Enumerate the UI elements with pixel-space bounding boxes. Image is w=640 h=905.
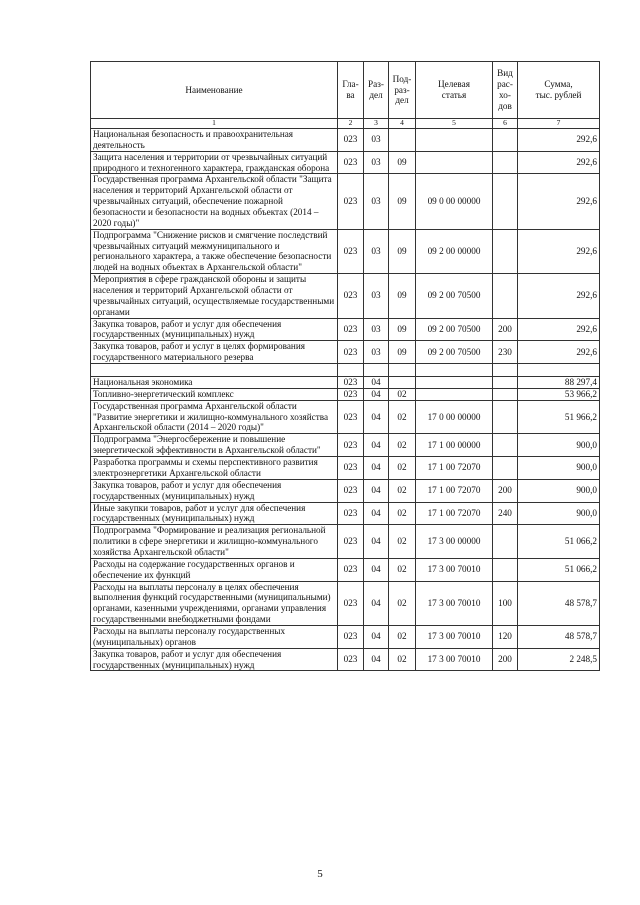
name-cell: Подпрограмма "Энергосбережение и повышение энергетической эффективности в Архангельской области" — [91, 434, 338, 457]
glava-cell: 023 — [338, 457, 364, 480]
summa-cell: 48 578,7 — [518, 625, 600, 648]
razdel-cell: 04 — [364, 502, 389, 525]
vid-raskhodov-cell: 100 — [493, 581, 518, 625]
summa-cell: 292,6 — [518, 174, 600, 229]
vid-raskhodov-cell — [493, 388, 518, 400]
podrazdel-cell: 09 — [389, 174, 416, 229]
vid-raskhodov-cell — [493, 434, 518, 457]
vid-raskhodov-cell: 200 — [493, 318, 518, 341]
tselevaya-statya-cell — [416, 129, 493, 152]
tselevaya-statya-cell: 17 3 00 00000 — [416, 525, 493, 559]
podrazdel-cell: 09 — [389, 151, 416, 174]
tselevaya-statya-cell: 17 3 00 70010 — [416, 581, 493, 625]
tselevaya-statya-cell — [416, 377, 493, 389]
glava-cell: 023 — [338, 625, 364, 648]
tselevaya-statya-cell: 17 1 00 00000 — [416, 434, 493, 457]
header-podrazdel: Под- раз- дел — [389, 62, 416, 119]
podrazdel-cell: 09 — [389, 229, 416, 273]
summa-cell: 292,6 — [518, 341, 600, 364]
header-glava: Гла- ва — [338, 62, 364, 119]
glava-cell: 023 — [338, 274, 364, 318]
podrazdel-cell: 02 — [389, 525, 416, 559]
vid-raskhodov-cell — [493, 525, 518, 559]
header-summa: Сумма, тыс. рублей — [518, 62, 600, 119]
tselevaya-statya-cell: 17 1 00 72070 — [416, 502, 493, 525]
table-row — [91, 129, 600, 152]
tselevaya-statya-cell: 17 0 00 00000 — [416, 400, 493, 434]
table-row — [91, 377, 600, 389]
razdel-cell — [364, 364, 389, 377]
table-row — [91, 174, 600, 229]
name-cell: Топливно-энергетический комплекс — [91, 388, 338, 400]
table-row — [91, 581, 600, 625]
podrazdel-cell: 09 — [389, 341, 416, 364]
razdel-cell: 03 — [364, 129, 389, 152]
summa-cell — [518, 364, 600, 377]
glava-cell: 023 — [338, 151, 364, 174]
name-cell: Закупка товаров, работ и услуг для обеспечения государственных (муниципальных) нужд — [91, 318, 338, 341]
razdel-cell: 03 — [364, 229, 389, 273]
glava-cell: 023 — [338, 479, 364, 502]
podrazdel-cell — [389, 377, 416, 389]
summa-cell: 51 066,2 — [518, 525, 600, 559]
glava-cell: 023 — [338, 377, 364, 389]
table-row — [91, 525, 600, 559]
header-vid-raskhodov: Вид рас- хо- дов — [493, 62, 518, 119]
summa-cell: 51 966,2 — [518, 400, 600, 434]
budget-table — [90, 61, 600, 671]
podrazdel-cell: 02 — [389, 558, 416, 581]
name-cell: Национальная экономика — [91, 377, 338, 389]
glava-cell: 023 — [338, 525, 364, 559]
razdel-cell: 04 — [364, 581, 389, 625]
tselevaya-statya-cell: 09 2 00 70500 — [416, 274, 493, 318]
razdel-cell: 04 — [364, 648, 389, 671]
razdel-cell: 04 — [364, 434, 389, 457]
page-number: 5 — [317, 868, 323, 880]
glava-cell: 023 — [338, 434, 364, 457]
summa-cell: 900,0 — [518, 434, 600, 457]
podrazdel-cell: 02 — [389, 625, 416, 648]
table-row — [91, 274, 600, 318]
summa-cell: 900,0 — [518, 479, 600, 502]
table-row — [91, 479, 600, 502]
name-cell: Разработка программы и схемы перспективного развития электроэнергетики Архангельской области — [91, 457, 338, 480]
vid-raskhodov-cell — [493, 400, 518, 434]
name-cell: Расходы на выплаты персоналу государственных (муниципальных) органов — [91, 625, 338, 648]
name-cell: Национальная безопасность и правоохранительная деятельность — [91, 129, 338, 152]
vid-raskhodov-cell — [493, 558, 518, 581]
razdel-cell: 03 — [364, 274, 389, 318]
tselevaya-statya-cell — [416, 388, 493, 400]
name-cell: Государственная программа Архангельской области "Защита населения и территорий Архангельской области от чрезвычайных ситуаций, обеспечение пожарной безопасности и безопасности на водных объектах (2014 – 2020 годы)" — [91, 174, 338, 229]
table-row — [91, 341, 600, 364]
summa-cell: 48 578,7 — [518, 581, 600, 625]
tselevaya-statya-cell: 17 3 00 70010 — [416, 625, 493, 648]
column-number-cell: 6 — [493, 119, 518, 129]
tselevaya-statya-cell: 17 3 00 70010 — [416, 558, 493, 581]
summa-cell: 292,6 — [518, 318, 600, 341]
razdel-cell: 04 — [364, 377, 389, 389]
glava-cell: 023 — [338, 502, 364, 525]
column-number-cell: 3 — [364, 119, 389, 129]
podrazdel-cell: 02 — [389, 388, 416, 400]
glava-cell: 023 — [338, 400, 364, 434]
summa-cell: 292,6 — [518, 229, 600, 273]
summa-cell: 292,6 — [518, 274, 600, 318]
glava-cell: 023 — [338, 341, 364, 364]
razdel-cell: 03 — [364, 318, 389, 341]
vid-raskhodov-cell — [493, 151, 518, 174]
vid-raskhodov-cell: 240 — [493, 502, 518, 525]
column-number-cell: 2 — [338, 119, 364, 129]
column-number-cell: 7 — [518, 119, 600, 129]
column-number-cell: 5 — [416, 119, 493, 129]
glava-cell: 023 — [338, 558, 364, 581]
glava-cell: 023 — [338, 174, 364, 229]
glava-cell: 023 — [338, 318, 364, 341]
name-cell: Подпрограмма "Формирование и реализация региональной политики в сфере энергетики и жилищно-коммунального хозяйства Архангельской области" — [91, 525, 338, 559]
glava-cell — [338, 364, 364, 377]
vid-raskhodov-cell — [493, 457, 518, 480]
summa-cell: 53 966,2 — [518, 388, 600, 400]
header-name: Наименование — [91, 62, 338, 119]
vid-raskhodov-cell — [493, 129, 518, 152]
column-number-cell: 4 — [389, 119, 416, 129]
tselevaya-statya-cell: 17 3 00 70010 — [416, 648, 493, 671]
tselevaya-statya-cell: 09 2 00 70500 — [416, 341, 493, 364]
header-tselevaya-statya: Целевая статья — [416, 62, 493, 119]
table-row — [91, 502, 600, 525]
name-cell: Государственная программа Архангельской области "Развитие энергетики и жилищно-коммунального хозяйства Архангельской области (2014 – 2020 годы)" — [91, 400, 338, 434]
name-cell: Защита населения и территории от чрезвычайных ситуаций природного и техногенного характера, гражданская оборона — [91, 151, 338, 174]
podrazdel-cell: 02 — [389, 400, 416, 434]
razdel-cell: 03 — [364, 341, 389, 364]
podrazdel-cell: 02 — [389, 479, 416, 502]
podrazdel-cell: 02 — [389, 648, 416, 671]
summa-cell: 2 248,5 — [518, 648, 600, 671]
table-body — [91, 129, 600, 671]
vid-raskhodov-cell — [493, 377, 518, 389]
table-row — [91, 625, 600, 648]
summa-cell: 88 297,4 — [518, 377, 600, 389]
name-cell: Иные закупки товаров, работ и услуг для обеспечения государственных (муниципальных) нужд — [91, 502, 338, 525]
table-header-row — [91, 62, 600, 119]
table-row — [91, 364, 600, 377]
tselevaya-statya-cell: 17 1 00 72070 — [416, 479, 493, 502]
table-row — [91, 457, 600, 480]
razdel-cell: 04 — [364, 400, 389, 434]
name-cell: Закупка товаров, работ и услуг для обеспечения государственных (муниципальных) нужд — [91, 648, 338, 671]
table-row — [91, 558, 600, 581]
podrazdel-cell: 09 — [389, 274, 416, 318]
column-number-cell: 1 — [91, 119, 338, 129]
vid-raskhodov-cell: 120 — [493, 625, 518, 648]
summa-cell: 900,0 — [518, 457, 600, 480]
name-cell: Закупка товаров, работ и услуг в целях формирования государственного материального резерва — [91, 341, 338, 364]
vid-raskhodov-cell: 230 — [493, 341, 518, 364]
razdel-cell: 03 — [364, 174, 389, 229]
vid-raskhodov-cell: 200 — [493, 648, 518, 671]
podrazdel-cell — [389, 129, 416, 152]
podrazdel-cell: 02 — [389, 581, 416, 625]
summa-cell: 292,6 — [518, 151, 600, 174]
razdel-cell: 04 — [364, 625, 389, 648]
podrazdel-cell: 02 — [389, 434, 416, 457]
razdel-cell: 04 — [364, 457, 389, 480]
tselevaya-statya-cell — [416, 151, 493, 174]
razdel-cell: 04 — [364, 558, 389, 581]
glava-cell: 023 — [338, 388, 364, 400]
table-row — [91, 434, 600, 457]
tselevaya-statya-cell — [416, 364, 493, 377]
name-cell: Расходы на выплаты персоналу в целях обеспечения выполнения функций государственными (муниципальными) органами, казенными учреждениями, органами управления государственными внебюджетными фондами — [91, 581, 338, 625]
summa-cell: 900,0 — [518, 502, 600, 525]
name-cell — [91, 364, 338, 377]
summa-cell: 51 066,2 — [518, 558, 600, 581]
podrazdel-cell — [389, 364, 416, 377]
vid-raskhodov-cell — [493, 274, 518, 318]
razdel-cell: 04 — [364, 388, 389, 400]
podrazdel-cell: 02 — [389, 502, 416, 525]
vid-raskhodov-cell — [493, 174, 518, 229]
podrazdel-cell: 02 — [389, 457, 416, 480]
table-row — [91, 318, 600, 341]
table-row — [91, 648, 600, 671]
vid-raskhodov-cell — [493, 364, 518, 377]
summa-cell: 292,6 — [518, 129, 600, 152]
table-row — [91, 151, 600, 174]
razdel-cell: 04 — [364, 525, 389, 559]
column-number-row — [91, 119, 600, 129]
table-row — [91, 229, 600, 273]
podrazdel-cell: 09 — [389, 318, 416, 341]
glava-cell: 023 — [338, 129, 364, 152]
glava-cell: 023 — [338, 229, 364, 273]
name-cell: Мероприятия в сфере гражданской обороны и защиты населения и территорий Архангельской области от чрезвычайных ситуаций, осуществляемые государственными органами — [91, 274, 338, 318]
tselevaya-statya-cell: 09 2 00 70500 — [416, 318, 493, 341]
table-row — [91, 400, 600, 434]
glava-cell: 023 — [338, 648, 364, 671]
tselevaya-statya-cell: 09 2 00 00000 — [416, 229, 493, 273]
name-cell: Подпрограмма "Снижение рисков и смягчение последствий чрезвычайных ситуаций межмуниципального и регионального характера, а также обеспечение безопасности людей на водных объектах в Архангельской области" — [91, 229, 338, 273]
razdel-cell: 03 — [364, 151, 389, 174]
header-razdel: Раз- дел — [364, 62, 389, 119]
name-cell: Закупка товаров, работ и услуг для обеспечения государственных (муниципальных) нужд — [91, 479, 338, 502]
tselevaya-statya-cell: 17 1 00 72070 — [416, 457, 493, 480]
table-row — [91, 388, 600, 400]
name-cell: Расходы на содержание государственных органов и обеспечение их функций — [91, 558, 338, 581]
vid-raskhodov-cell: 200 — [493, 479, 518, 502]
vid-raskhodov-cell — [493, 229, 518, 273]
glava-cell: 023 — [338, 581, 364, 625]
razdel-cell: 04 — [364, 479, 389, 502]
tselevaya-statya-cell: 09 0 00 00000 — [416, 174, 493, 229]
